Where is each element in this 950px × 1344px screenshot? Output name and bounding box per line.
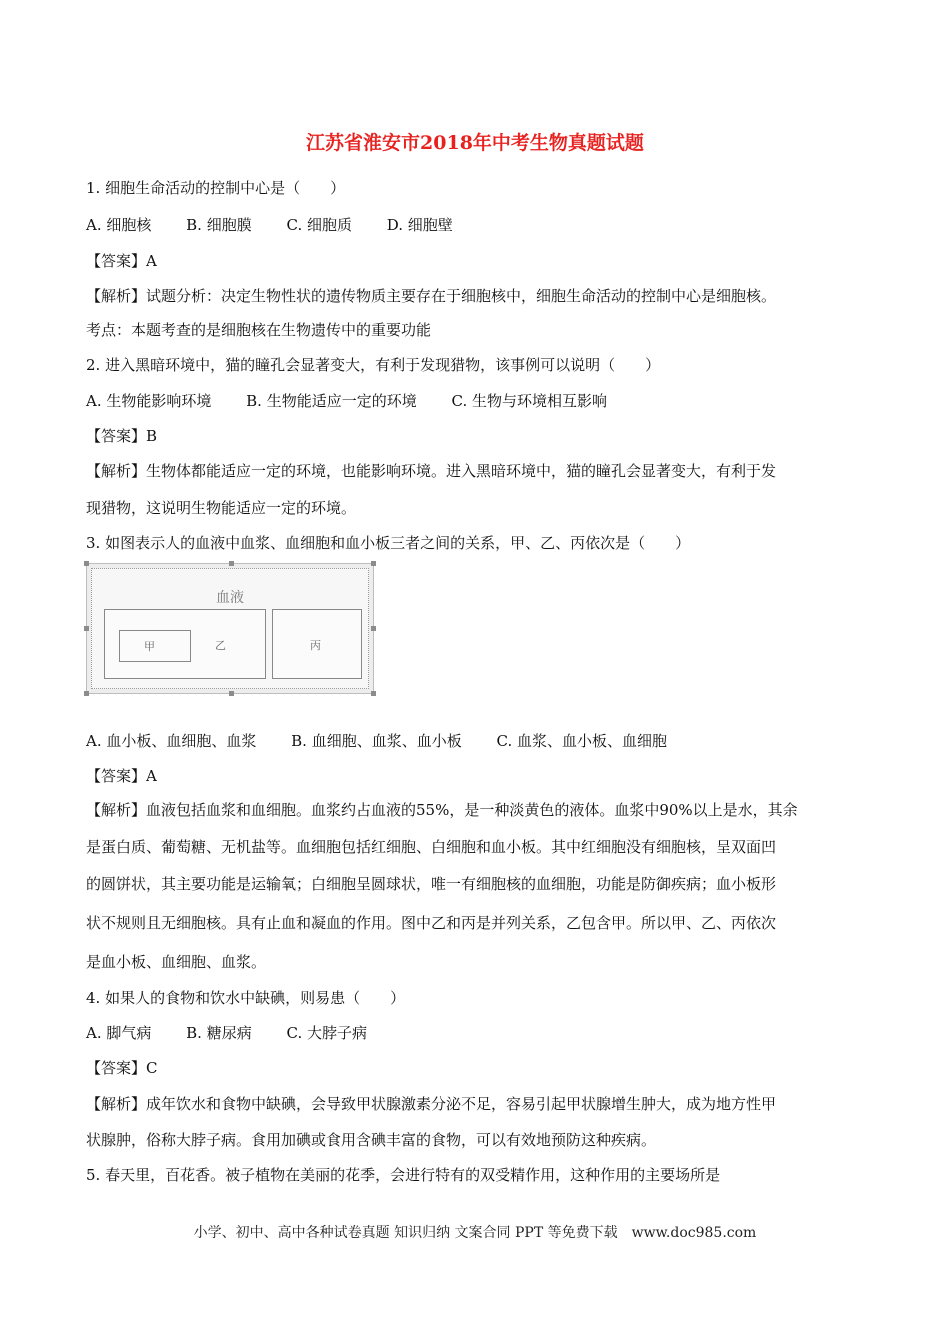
q3-option-b: B. 血细胞、血浆、血小板	[291, 732, 462, 750]
q1-option-b: B. 细胞膜	[186, 216, 252, 234]
diagram-frame	[91, 568, 369, 689]
q2-options	[86, 391, 637, 411]
resize-handle	[371, 691, 376, 696]
q4-options	[86, 1023, 397, 1043]
q2-option-b: B. 生物能适应一定的环境	[246, 392, 417, 410]
q2-option-c: C. 生物与环境相互影响	[451, 392, 607, 410]
q3-analysis-line: 的圆饼状，其主要功能是运输氧；白细胞呈圆球状，唯一有细胞核的血细胞，功能是防御疾病；血小板形	[86, 875, 777, 893]
q1-option-c: C. 细胞质	[286, 216, 352, 234]
q3-answer: 【答案】A	[86, 767, 157, 785]
blood-diagram	[86, 563, 374, 694]
resize-handle	[84, 626, 89, 631]
resize-handle	[371, 626, 376, 631]
label-bing: 丙	[310, 639, 321, 652]
q2-answer: 【答案】B	[86, 427, 158, 445]
box-jia	[119, 630, 191, 662]
q4-analysis-line: 【解析】成年饮水和食物中缺碘，会导致甲状腺激素分泌不足，容易引起甲状腺增生肿大，成为地方性甲	[86, 1095, 777, 1113]
box-bing	[272, 609, 362, 679]
page-footer: 小学、初中、高中各种试卷真题 知识归纳 文案合同 PPT 等免费下载 www.doc985.com	[193, 1225, 757, 1241]
q5-stem: 5. 春天里，百花香。被子植物在美丽的花季，会进行特有的双受精作用，这种作用的主要场所是	[86, 1166, 721, 1184]
page-title: 江苏省淮安市2018年中考生物真题试题	[306, 132, 644, 154]
q2-stem: 2. 进入黑暗环境中，猫的瞳孔会显著变大，有利于发现猎物，该事例可以说明（ ）	[86, 356, 661, 374]
q4-option-a: A. 脚气病	[86, 1024, 152, 1042]
q3-options	[86, 731, 697, 751]
q3-analysis-line: 状不规则且无细胞核。具有止血和凝血的作用。图中乙和丙是并列关系，乙包含甲。所以甲、乙、丙依次	[86, 914, 777, 932]
resize-handle	[371, 561, 376, 566]
resize-handle	[229, 691, 234, 696]
q1-kaodian: 考点：本题考查的是细胞核在生物遗传中的重要功能	[86, 321, 432, 339]
q3-option-c: C. 血浆、血小板、血细胞	[496, 732, 667, 750]
q4-answer: 【答案】C	[86, 1059, 158, 1077]
q1-option-d: D. 细胞壁	[386, 216, 453, 234]
q1-option-a: A. 细胞核	[86, 216, 152, 234]
q4-option-b: B. 糖尿病	[186, 1024, 252, 1042]
label-jia: 甲	[144, 640, 155, 653]
q3-stem: 3. 如图表示人的血液中血浆、血细胞和血小板三者之间的关系，甲、乙、丙依次是（ ）	[86, 534, 691, 552]
q3-option-a: A. 血小板、血细胞、血浆	[86, 732, 257, 750]
q1-analysis: 【解析】试题分析：决定生物性状的遗传物质主要存在于细胞核中，细胞生命活动的控制中心是细胞核。	[86, 287, 777, 305]
resize-handle	[84, 561, 89, 566]
q2-analysis-line: 现猎物，这说明生物能适应一定的环境。	[86, 499, 357, 517]
q3-analysis-line: 【解析】血液包括血浆和血细胞。血浆约占血液的55%，是一种淡黄色的液体。血浆中90%以上是水，其余	[86, 801, 798, 819]
q4-stem: 4. 如果人的食物和饮水中缺碘，则易患（ ）	[86, 989, 406, 1007]
q1-options	[86, 215, 483, 235]
q4-analysis-line: 状腺肿，俗称大脖子病。食用加碘或食用含碘丰富的食物，可以有效地预防这种疾病。	[86, 1131, 657, 1149]
q2-option-a: A. 生物能影响环境	[86, 392, 212, 410]
q3-analysis-line: 是血小板、血细胞、血浆。	[86, 953, 267, 971]
resize-handle	[229, 561, 234, 566]
q3-analysis-line: 是蛋白质、葡萄糖、无机盐等。血细胞包括红细胞、白细胞和血小板。其中红细胞没有细胞核，呈双面凹	[86, 838, 777, 856]
q2-analysis-line: 【解析】生物体都能适应一定的环境，也能影响环境。进入黑暗环境中，猫的瞳孔会显著变大，有利于发	[86, 462, 777, 480]
label-yi: 乙	[215, 639, 226, 652]
q4-option-c: C. 大脖子病	[286, 1024, 367, 1042]
blood-label: 血液	[216, 590, 244, 606]
box-yi	[104, 609, 266, 679]
q1-stem: 1. 细胞生命活动的控制中心是（ ）	[86, 179, 346, 197]
q1-answer: 【答案】A	[86, 252, 157, 270]
resize-handle	[84, 691, 89, 696]
